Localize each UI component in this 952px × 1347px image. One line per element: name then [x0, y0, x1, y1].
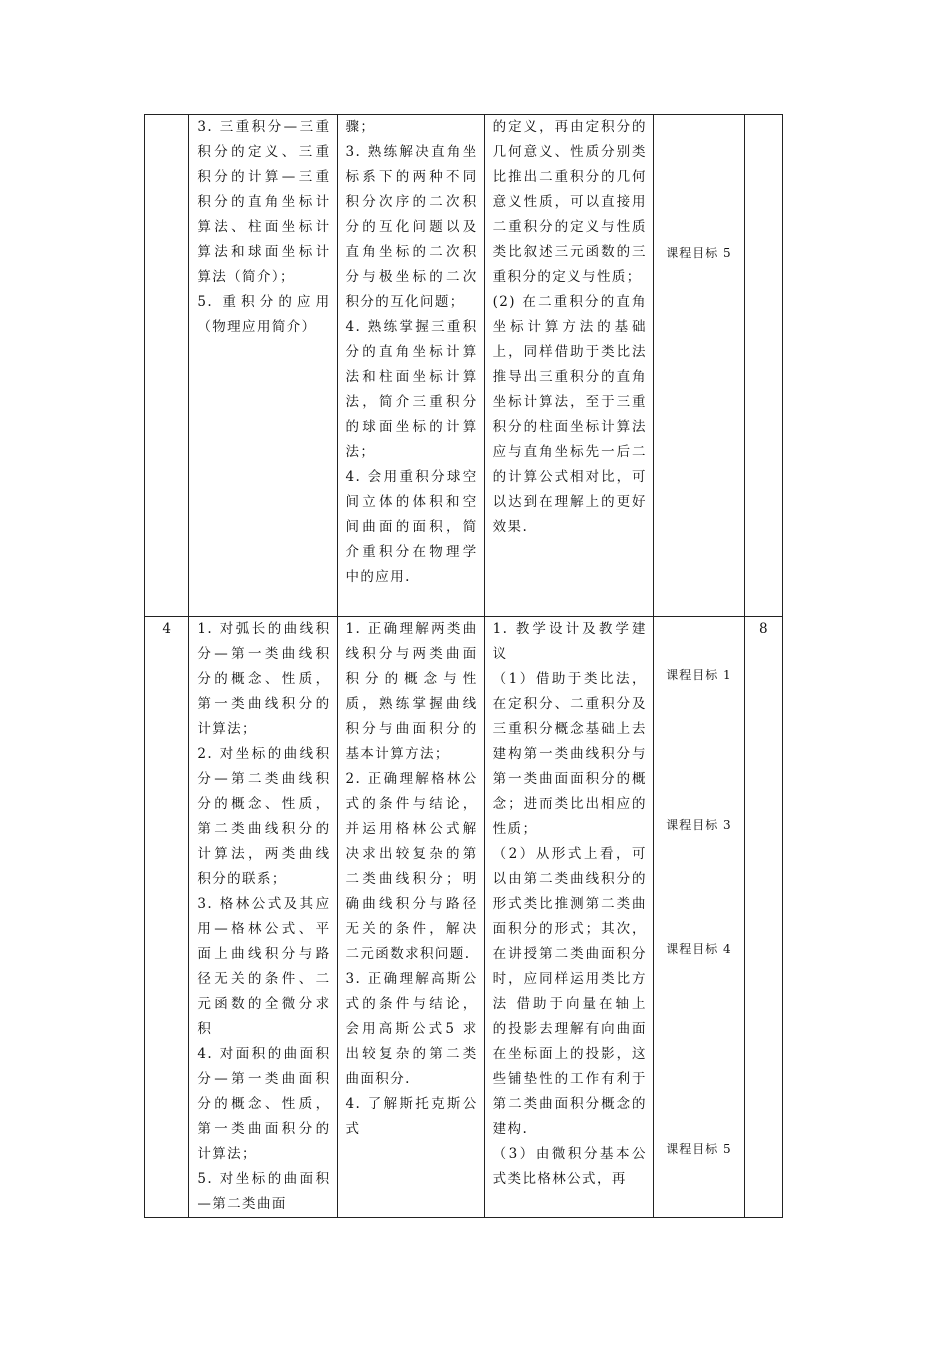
content-cell: 3. 三重积分—三重积分的定义、三重积分的计算—三重积分的直角坐标计算法、柱面坐标计算法和球面坐标计算法（简介）； 5. 重积分的应用（物理应用简介） — [189, 115, 337, 617]
table-row — [145, 617, 783, 1218]
table-row — [145, 115, 783, 617]
hours-cell: 8 — [744, 617, 782, 1218]
index-cell: 4 — [145, 617, 189, 1218]
course-goal: 课程目标 5 — [666, 1142, 732, 1156]
design-cell: 1. 教学设计及教学建议 （1）借助于类比法，在定积分、二重积分及三重积分概念基础上去建构第一类曲线积分与第一类曲面面积分的概念；进而类比出相应的性质； （2）从形式上看，可以由第二类曲线积分的形式类比推测第二类曲面积分的形式；其次，在讲授第二类曲面积分时，应同样运用类比方法 借助于向量在轴上的投影去理解有向曲面在坐标面上的投影，这些铺垫性的工作有利于第二类曲面积分概念的建构. （3）由微积分基本公式类比格林公式，再 — [484, 617, 653, 1218]
course-goal: 课程目标 1 — [666, 668, 732, 682]
requirements-cell: 1. 正确理解两类曲线积分与两类曲面积分的概念与性质，熟练掌握曲线积分与曲面积分的基本计算方法； 2. 正确理解格林公式的条件与结论，并运用格林公式解决求出较复杂的第二类曲线积分；明确曲线积分与路径无关的条件，解决二元函数求积问题. 3. 正确理解高斯公式的条件与结论，会用高斯公式5 求出较复杂的第二类曲面积分. 4. 了解斯托克斯公式 — [337, 617, 484, 1218]
syllabus-table — [144, 114, 783, 1218]
goals-cell — [653, 115, 744, 617]
design-cell: 的定义，再由定积分的几何意义、性质分别类比推出二重积分的几何意义性质，可以直接用二重积分的定义与性质类比叙述三元函数的三重积分的定义与性质； (2) 在二重积分的直角坐标计算方法的基础上，同样借助于类比法推导出三重积分的直角坐标计算法，至于三重积分的柱面坐标计算法应与直角坐标先一后二的计算公式相对比，可以达到在理解上的更好效果. — [484, 115, 653, 617]
index-cell — [145, 115, 189, 617]
course-goal: 课程目标 5 — [666, 246, 732, 260]
content-cell: 1. 对弧长的曲线积分—第一类曲线积分的概念、性质，第一类曲线积分的计算法； 2. 对坐标的曲线积分—第二类曲线积分的概念、性质，第二类曲线积分的计算法，两类曲线积分的联系； 3. 格林公式及其应用—格林公式、平面上曲线积分与路径无关的条件、二元函数的全微分求积 4. 对面积的曲面积分—第一类曲面积分的概念、性质，第一类曲面积分的计算法； 5. 对坐标的曲面积—第二类曲面 — [189, 617, 337, 1218]
hours-cell — [744, 115, 782, 617]
course-goal: 课程目标 4 — [666, 942, 732, 956]
requirements-cell: 骤； 3. 熟练解决直角坐标系下的两种不同积分次序的二次积分的互化问题以及直角坐标的二次积分与极坐标的二次积分的互化问题； 4. 熟练掌握三重积分的直角坐标计算法和柱面坐标计算法，简介三重积分的球面坐标的计算法； 4. 会用重积分球空间立体的体积和空间曲面的面积，简介重积分在物理学中的应用. — [337, 115, 484, 617]
goals-cell — [653, 617, 744, 1218]
course-goal: 课程目标 3 — [666, 818, 732, 832]
